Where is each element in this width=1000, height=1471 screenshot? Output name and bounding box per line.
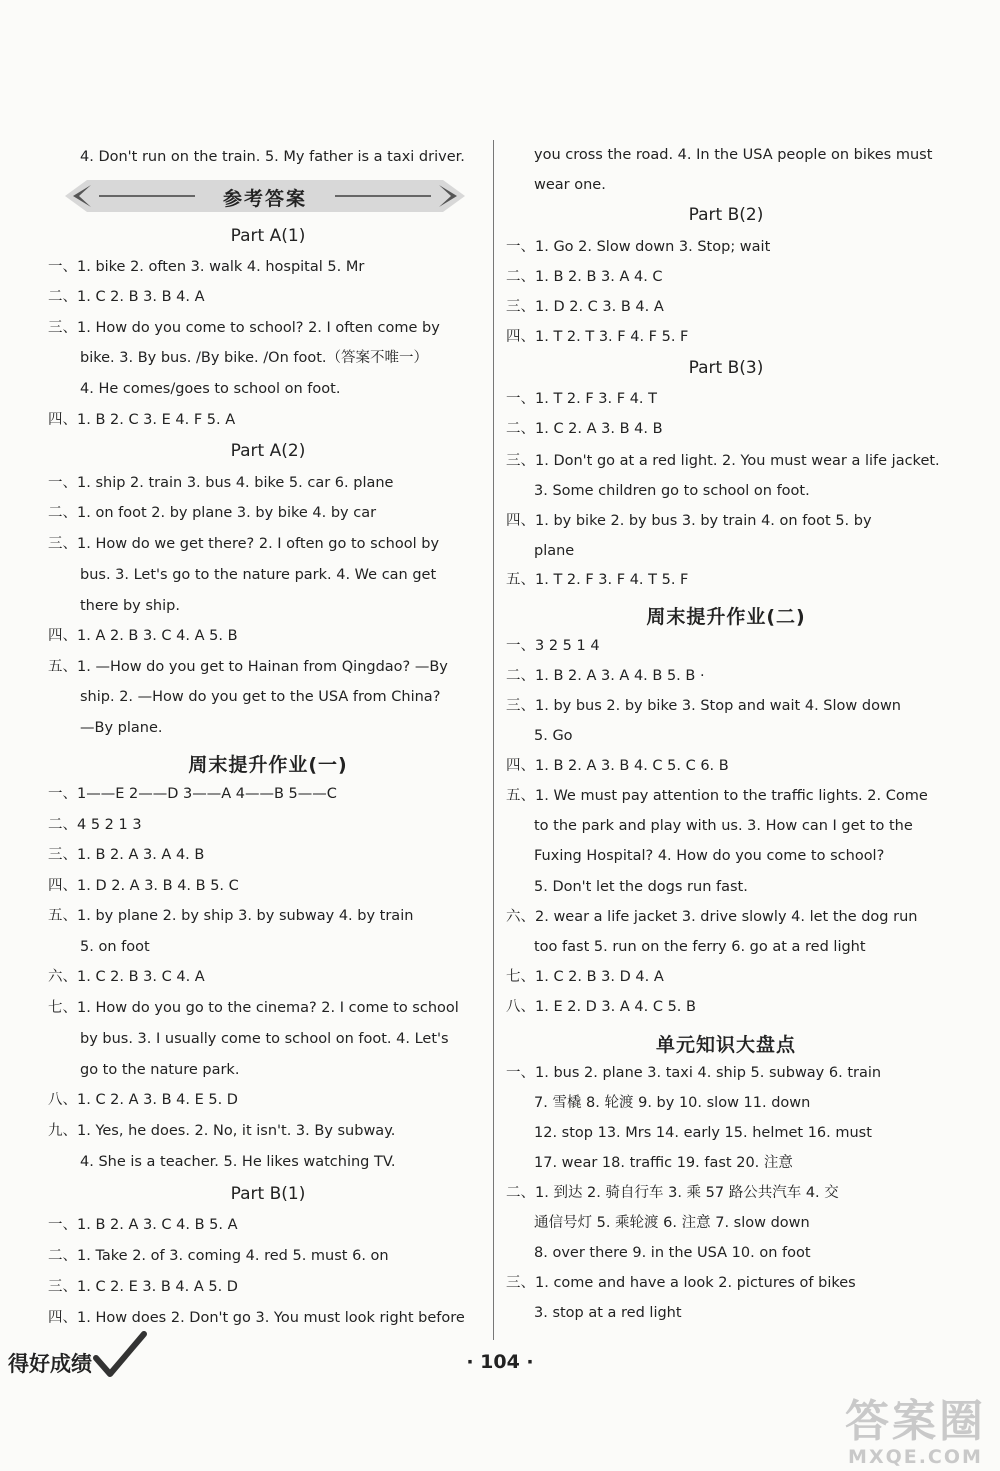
left-answer-line: 4. She is a teacher. 5. He likes watching TV.: [80, 1154, 396, 1170]
left-answer-line: 八、1. C 2. A 3. B 4. E 5. D: [48, 1092, 238, 1108]
right-answer-line: to the park and play with us. 3. How can I get to the: [534, 818, 913, 834]
left-answer-line: 七、1. How do you go to the cinema? 2. I come to school: [48, 1000, 459, 1016]
left-section-heading: Part B(1): [230, 1184, 306, 1204]
watermark: [845, 1398, 986, 1468]
right-answer-line: 三、1. D 2. C 3. B 4. A: [506, 299, 664, 315]
banner-title: 参考答案: [222, 188, 307, 210]
left-answer-line: go to the nature park.: [80, 1062, 240, 1078]
right-answer-line: 一、1. T 2. F 3. F 4. T: [506, 391, 657, 407]
left-answer-line: 4. Don't run on the train. 5. My father is a taxi driver.: [80, 149, 465, 165]
left-answer-line: 一、1. ship 2. train 3. bus 4. bike 5. car 6. plane: [48, 475, 394, 491]
left-answer-line: 一、1. B 2. A 3. C 4. B 5. A: [48, 1217, 238, 1233]
left-answer-line: 二、1. Take 2. of 3. coming 4. red 5. must 6. on: [48, 1248, 389, 1264]
right-answer-line: 3. Some children go to school on foot.: [534, 483, 810, 499]
right-section-heading: Part B(3): [688, 358, 764, 378]
page-number: · 104 ·: [466, 1351, 534, 1373]
left-answer-line: 六、1. C 2. B 3. C 4. A: [48, 969, 205, 985]
left-answer-line: 5. on foot: [80, 939, 150, 955]
left-answer-line: 一、1. bike 2. often 3. walk 4. hospital 5. Mr: [48, 259, 365, 275]
left-answer-line: 二、1. C 2. B 3. B 4. A: [48, 289, 205, 305]
left-answer-line: 九、1. Yes, he does. 2. No, it isn't. 3. By subway.: [48, 1123, 396, 1139]
watermark-title: 答案圈: [845, 1396, 986, 1447]
left-answer-line: bike. 3. By bus. /By bike. /On foot.（答案不唯一）: [80, 350, 429, 366]
right-answer-line: plane: [534, 543, 575, 559]
left-answer-line: there by ship.: [80, 598, 180, 614]
left-answer-line: 四、1. D 2. A 3. B 4. B 5. C: [48, 878, 239, 894]
left-answer-line: 三、1. How do we get there? 2. I often go to school by: [48, 536, 440, 552]
right-answer-line: 三、1. by bus 2. by bike 3. Stop and wait 4. Slow down: [506, 698, 901, 714]
right-answer-line: 三、1. come and have a look 2. pictures of bikes: [506, 1275, 856, 1291]
watermark-url: MXQE.COM: [848, 1446, 983, 1468]
left-answer-line: 一、1——E 2——D 3——A 4——B 5——C: [48, 786, 337, 802]
right-answer-line: Fuxing Hospital? 4. How do you come to school?: [534, 848, 885, 864]
left-answer-line: 四、1. A 2. B 3. C 4. A 5. B: [48, 628, 238, 644]
right-answer-line: 五、1. T 2. F 3. F 4. T 5. F: [506, 572, 689, 588]
right-answer-line: 四、1. T 2. T 3. F 4. F 5. F: [506, 329, 689, 345]
left-answer-line: 4. He comes/goes to school on foot.: [80, 381, 341, 397]
right-answer-line: 二、1. 到达 2. 骑自行车 3. 乘 57 路公共汽车 4. 交: [506, 1185, 839, 1201]
right-section-heading: 周末提升作业(二): [646, 606, 806, 628]
left-section-heading: 周末提升作业(一): [188, 754, 348, 776]
right-answer-line: 17. wear 18. traffic 19. fast 20. 注意: [534, 1155, 793, 1171]
right-section-heading: Part B(2): [688, 205, 764, 225]
right-answer-line: 一、1. bus 2. plane 3. taxi 4. ship 5. subway 6. train: [506, 1065, 882, 1081]
right-answer-line: wear one.: [534, 177, 606, 193]
right-answer-line: 一、3 2 5 1 4: [506, 638, 600, 654]
right-section-heading: 单元知识大盘点: [655, 1034, 796, 1056]
right-answer-line: you cross the road. 4. In the USA people on bikes must: [534, 147, 933, 163]
left-answer-line: 二、4 5 2 1 3: [48, 817, 142, 833]
left-answer-line: —By plane.: [80, 720, 163, 736]
right-answer-line: 12. stop 13. Mrs 14. early 15. helmet 16. must: [534, 1125, 872, 1141]
left-answer-line: 五、1. —How do you get to Hainan from Qingdao? —By: [48, 659, 448, 675]
left-answer-line: 五、1. by plane 2. by ship 3. by subway 4. by train: [48, 908, 414, 924]
left-answer-line: 二、1. on foot 2. by plane 3. by bike 4. by car: [48, 505, 377, 521]
left-section-heading: Part A(1): [230, 226, 306, 246]
left-answer-line: bus. 3. Let's go to the nature park. 4. We can get: [80, 567, 437, 583]
checkmark-icon: [92, 1330, 148, 1380]
right-answer-line: 一、1. Go 2. Slow down 3. Stop; wait: [506, 239, 771, 255]
right-answer-line: 六、2. wear a life jacket 3. drive slowly 4. let the dog run: [506, 909, 918, 925]
right-answer-line: 二、1. B 2. B 3. A 4. C: [506, 269, 663, 285]
right-answer-line: 二、1. C 2. A 3. B 4. B: [506, 421, 663, 437]
right-answer-line: 五、1. We must pay attention to the traffic lights. 2. Come: [506, 788, 928, 804]
brand-logo-text: 得好成绩: [8, 1352, 92, 1376]
answer-banner: [65, 178, 465, 214]
right-answer-line: 三、1. Don't go at a red light. 2. You must wear a life jacket.: [506, 453, 940, 469]
right-answer-line: 通信号灯 5. 乘轮渡 6. 注意 7. slow down: [534, 1215, 810, 1231]
left-answer-line: 三、1. B 2. A 3. A 4. B: [48, 847, 205, 863]
left-answer-line: 三、1. How do you come to school? 2. I often come by: [48, 320, 440, 336]
left-answer-line: 四、1. B 2. C 3. E 4. F 5. A: [48, 412, 236, 428]
left-answer-line: ship. 2. —How do you get to the USA from China?: [80, 689, 441, 705]
left-answer-line: by bus. 3. I usually come to school on foot. 4. Let's: [80, 1031, 449, 1047]
left-answer-line: 三、1. C 2. E 3. B 4. A 5. D: [48, 1279, 238, 1295]
left-answer-line: 四、1. How does 2. Don't go 3. You must look right before: [48, 1310, 465, 1326]
right-answer-line: 3. stop at a red light: [534, 1305, 682, 1321]
right-answer-line: 5. Don't let the dogs run fast.: [534, 879, 748, 895]
right-answer-line: 二、1. B 2. A 3. A 4. B 5. B ·: [506, 668, 705, 684]
right-answer-line: 七、1. C 2. B 3. D 4. A: [506, 969, 664, 985]
right-answer-line: too fast 5. run on the ferry 6. go at a red light: [534, 939, 866, 955]
right-answer-line: 7. 雪橇 8. 轮渡 9. by 10. slow 11. down: [534, 1095, 811, 1111]
right-answer-line: 5. Go: [534, 728, 573, 744]
right-answer-line: 八、1. E 2. D 3. A 4. C 5. B: [506, 999, 696, 1015]
right-answer-line: 四、1. by bike 2. by bus 3. by train 4. on foot 5. by: [506, 513, 872, 529]
right-answer-line: 8. over there 9. in the USA 10. on foot: [534, 1245, 811, 1261]
column-divider: [493, 140, 494, 1340]
left-section-heading: Part A(2): [230, 441, 306, 461]
right-answer-line: 四、1. B 2. A 3. B 4. C 5. C 6. B: [506, 758, 729, 774]
